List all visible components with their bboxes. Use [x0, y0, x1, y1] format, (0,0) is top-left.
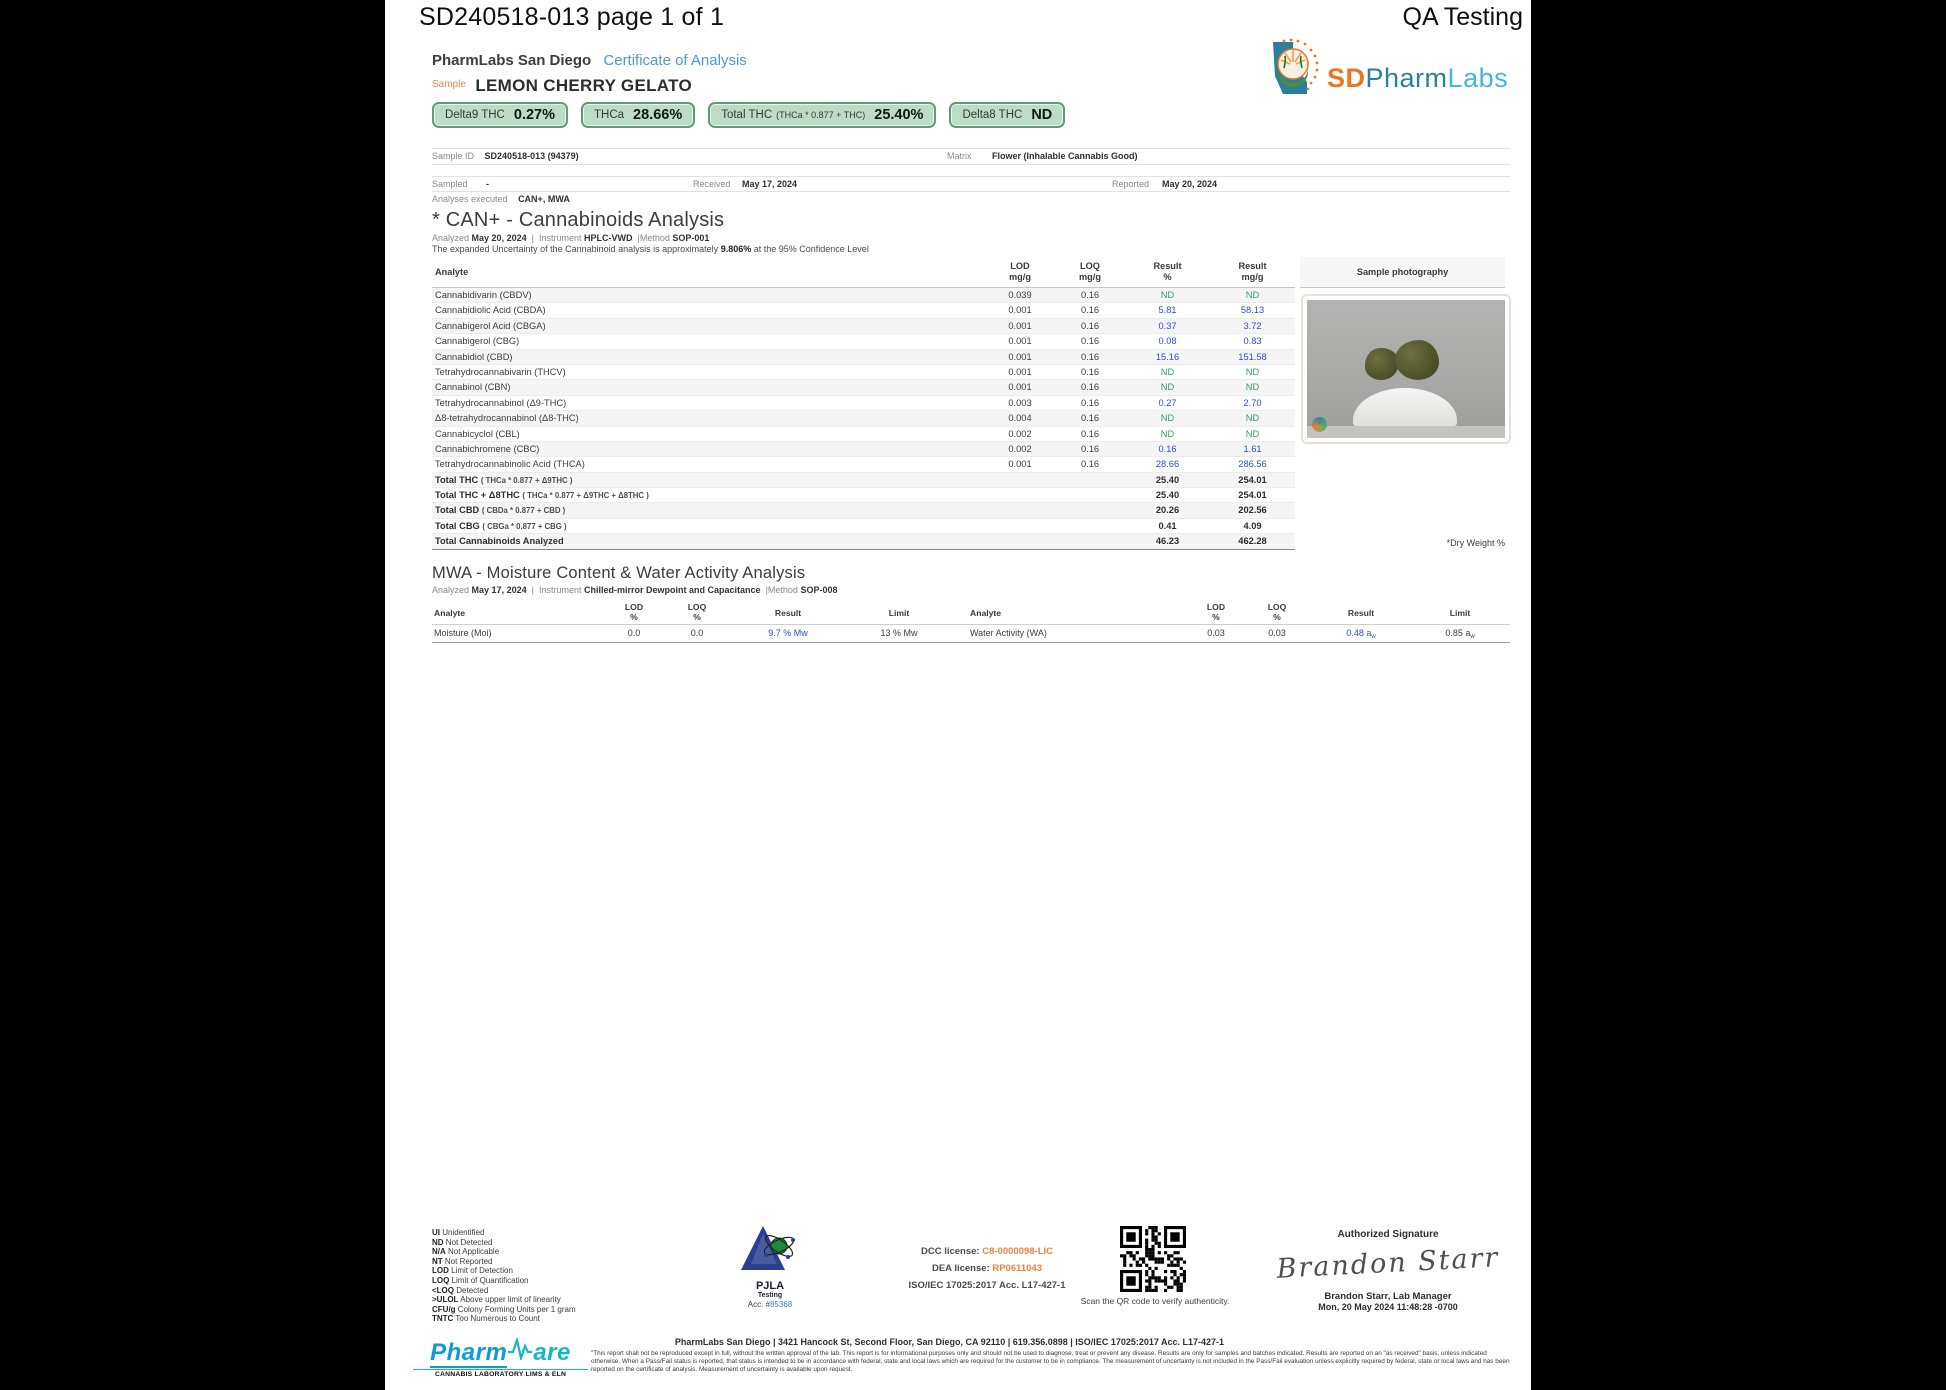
analyzed-label: Analyzed [432, 233, 470, 243]
total-pct: 20.26 [1155, 505, 1180, 516]
analyte-name: Moisture (Moi) [434, 628, 492, 638]
limit-main: 0.85 a [1445, 628, 1471, 638]
table-row [432, 365, 1295, 380]
loq-value: 0.16 [1080, 443, 1100, 454]
dates-row [432, 177, 1510, 191]
loq-value: 0.16 [1080, 290, 1100, 300]
total-mg: 462.28 [1238, 536, 1267, 547]
legend-item [432, 1228, 576, 1238]
col-lod-line2: % [630, 612, 638, 622]
brand-sd: SD [1327, 63, 1366, 93]
result-value [1311, 625, 1411, 646]
result-pct: ND [1160, 428, 1175, 439]
dea-label: DEA license: [931, 1263, 990, 1274]
signature-date: Mon, 20 May 2024 11:48:28 -0700 [1318, 1302, 1458, 1312]
pharmware-ware: are [533, 1339, 571, 1366]
total-pct: 25.40 [1155, 474, 1180, 485]
analyte-name: Δ8-tetrahydrocannabinol (Δ8-THC) [435, 413, 579, 424]
cannabinoids-section-title: * CAN+ - Cannabinoids Analysis [432, 209, 725, 231]
badge-value: 28.66% [633, 107, 683, 123]
result-mg: 58.13 [1240, 305, 1265, 316]
pjla-acc-number: 85368 [769, 1300, 793, 1309]
loq-value: 0.0 [690, 628, 704, 638]
col-loq [1247, 602, 1307, 622]
col-loq-line1: LOQ [1267, 602, 1287, 612]
separator: | [765, 585, 768, 595]
pharmware-tagline: CANNABIS LABORATORY LIMS & ELN [413, 1369, 588, 1378]
sample-row [432, 76, 692, 96]
badge-label: Delta9 THC [445, 109, 505, 121]
result-main: 0.48 a [1346, 628, 1372, 638]
col-lod [1186, 602, 1246, 622]
loq-value: 0.16 [1080, 305, 1100, 316]
potency-badges [432, 102, 1065, 128]
total-formula: ( CBDa * 0.877 + CBD ) [481, 506, 566, 516]
dea-number: RP0611043 [992, 1263, 1043, 1274]
total-name: Total THC [435, 474, 479, 485]
loq-value: 0.16 [1080, 428, 1100, 439]
legend-key: N/A [432, 1247, 446, 1257]
limit-subscript: w [1470, 634, 1475, 640]
total-pct: 25.40 [1155, 490, 1180, 501]
col-loq [1055, 261, 1125, 283]
total-mg: 254.01 [1238, 490, 1267, 501]
total-name: Total Cannabinoids Analyzed [435, 536, 564, 547]
analyte-name: Tetrahydrocannabinol (Δ9-THC) [435, 397, 567, 408]
signer-name: Brandon Starr, Lab Manager [1324, 1291, 1452, 1302]
total-name: Total CBG [435, 520, 480, 531]
legend-item [432, 1305, 576, 1315]
analyzed-label: Analyzed [432, 585, 470, 595]
result-mg: ND [1245, 413, 1260, 424]
pjla-accession [715, 1300, 825, 1309]
dea-license [877, 1260, 1097, 1277]
analyte-name: Cannabigerol (CBG) [435, 336, 520, 347]
result-pct: 0.27 [1158, 397, 1177, 408]
legend-item [432, 1247, 576, 1257]
badge-label: Total THC [721, 109, 773, 121]
loq-value: 0.16 [1080, 459, 1100, 470]
col-rm-line2: mg/g [1241, 272, 1264, 282]
result-mg: 1.61 [1243, 443, 1262, 454]
lod-value: 0.004 [1008, 413, 1032, 424]
cannabis-bud [1395, 340, 1439, 380]
total-pct: 0.41 [1158, 520, 1177, 531]
loq-value: 0.16 [1080, 413, 1100, 424]
analyzed-value: May 17, 2024 [471, 585, 527, 595]
table-row [432, 350, 1295, 365]
legend-key: <LOQ [432, 1285, 455, 1295]
loq-value: 0.16 [1080, 382, 1100, 393]
analyte-name: Water Activity (WA) [970, 628, 1047, 638]
col-lod-line2: mg/g [1009, 272, 1031, 282]
lod-value: 0.003 [1008, 397, 1032, 408]
qr-code [1120, 1226, 1186, 1292]
matrix-label: Matrix [947, 151, 972, 161]
lab-name: PharmLabs San Diego [432, 52, 592, 69]
col-lod-line1: LOD [1010, 261, 1030, 271]
result-pct: 0.08 [1158, 336, 1177, 347]
badge-value: 0.27% [513, 107, 555, 123]
total-row [432, 488, 1295, 503]
col-lod-line1: LOD [624, 602, 644, 612]
badge-value: 25.40% [874, 107, 924, 123]
photo-column-header: Sample photography [1300, 257, 1505, 288]
col-lod [604, 602, 664, 622]
badge-value: ND [1031, 107, 1053, 123]
col-analyte: Analyte [435, 267, 469, 277]
table-row [432, 442, 1295, 457]
result-mg: ND [1245, 382, 1260, 393]
legend-key: >ULOL [432, 1295, 459, 1305]
separator: | [531, 233, 534, 243]
result-subscript: w [1371, 634, 1376, 640]
col-result-mg [1210, 261, 1295, 283]
divider [432, 164, 1510, 165]
legend-item [432, 1266, 576, 1276]
table-row [432, 457, 1295, 472]
result-pct: 5.81 [1158, 305, 1177, 316]
legend-key: CFU/g [432, 1304, 456, 1314]
certificate-page [385, 0, 1531, 1390]
lab-address: PharmLabs San Diego | 3421 Hancock St, Second Floor, San Diego, CA 92110 | 619.356.0898 | ISO/IEC 17025:2017 Acc. L17-427-1 [674, 1337, 1225, 1347]
col-loq [667, 602, 727, 622]
received-label: Received [693, 179, 731, 189]
col-rm-line1: Result [1238, 261, 1267, 271]
table-row [432, 334, 1295, 349]
pjla-accreditation [715, 1224, 825, 1309]
uncertainty-suffix: at the 95% Confidence Level [753, 244, 869, 254]
analyte-name: Cannabidiolic Acid (CBDA) [435, 305, 546, 316]
mwa-row [432, 625, 1510, 643]
total-formula: ( THCa * 0.877 + Δ9THC + Δ8THC ) [522, 491, 649, 501]
legend-item [432, 1238, 576, 1248]
result-mg: 286.56 [1238, 459, 1267, 470]
legend-key: LOD [432, 1266, 449, 1276]
lod-value: 0.002 [1008, 443, 1032, 454]
analyses-value: CAN+, MWA [518, 194, 570, 204]
table-row [432, 288, 1295, 303]
col-lod-line2: % [1212, 612, 1220, 622]
result-mg: 0.83 [1243, 336, 1262, 347]
legend-item [432, 1286, 576, 1296]
loq-value: 0.16 [1080, 397, 1100, 408]
dry-weight-note: *Dry Weight % [1446, 538, 1505, 548]
sample-id-value: SD240518-013 (94379) [484, 151, 579, 161]
analyzed-value: May 20, 2024 [471, 233, 527, 243]
total-mg: 202.56 [1238, 505, 1267, 516]
sample-label: Sample [432, 79, 466, 90]
badge-label: Delta8 THC [962, 109, 1023, 121]
loq-value: 0.16 [1080, 351, 1100, 362]
badge-label: THCa [594, 109, 625, 121]
result-pct: 28.66 [1155, 459, 1180, 470]
col-result: Result [774, 608, 802, 618]
col-result-pct [1125, 261, 1210, 283]
col-limit: Limit [888, 608, 910, 618]
photo-watermark-icon [1312, 417, 1327, 432]
total-row [432, 519, 1295, 534]
col-limit: Limit [1449, 608, 1471, 618]
sample-id-label: Sample ID [432, 151, 475, 161]
legend-item [432, 1257, 576, 1267]
result-value: 9.7 % Mw [768, 628, 808, 638]
pjla-logo-icon [739, 1261, 801, 1278]
result-pct: 15.16 [1155, 351, 1180, 362]
instrument-value: HPLC-VWD [584, 233, 633, 243]
table-row [432, 427, 1295, 442]
instrument-label: Instrument [538, 585, 582, 595]
col-lod-line1: LOD [1206, 602, 1226, 612]
mwa-table-header [432, 600, 1510, 625]
mwa-section-title: MWA - Moisture Content & Water Activity Analysis [432, 564, 806, 582]
legend-text: Above upper limit of linearity [460, 1295, 561, 1305]
mwa-meta [432, 585, 837, 595]
legend-text: Limit of Detection [451, 1266, 513, 1276]
total-name: Total THC + Δ8THC [435, 490, 520, 501]
legend-text: Not Applicable [448, 1247, 500, 1257]
legend-text: Not Reported [444, 1256, 493, 1266]
iso-accreditation: ISO/IEC 17025:2017 Acc. L17-427-1 [908, 1280, 1066, 1291]
dcc-license [877, 1243, 1097, 1260]
col-result: Result [1347, 608, 1375, 618]
photo-shelf [1307, 426, 1505, 438]
lod-value: 0.001 [1008, 366, 1032, 377]
lod-value: 0.001 [1008, 351, 1032, 362]
col-lod [985, 261, 1055, 283]
result-pct: ND [1160, 290, 1175, 300]
analyte-name: Cannabichromene (CBC) [435, 443, 540, 454]
col-loq-line2: % [1273, 612, 1281, 622]
sample-id-row [432, 149, 1510, 163]
total-row [432, 503, 1295, 518]
result-pct: ND [1160, 382, 1175, 393]
instrument-value: Chilled-mirror Dewpoint and Capacitance [584, 585, 761, 595]
result-mg: 151.58 [1238, 351, 1267, 362]
analyses-label: Analyses executed [432, 194, 508, 204]
signature-script: Brandon Starr [1275, 1242, 1501, 1285]
sample-photo-image [1307, 300, 1505, 438]
total-pct: 46.23 [1155, 536, 1180, 547]
pjla-acc-label: Acc. # [747, 1300, 770, 1309]
result-mg: ND [1245, 366, 1260, 377]
cannabinoids-meta [432, 233, 709, 243]
cannabinoid-table [432, 257, 1295, 550]
col-analyte: Analyte [434, 608, 466, 618]
brand-labs: Labs [1447, 63, 1509, 93]
loq-value: 0.16 [1080, 366, 1100, 377]
legend-item [432, 1295, 576, 1305]
col-loq-line1: LOQ [687, 602, 707, 612]
disclaimer-text: "This report shall not be reproduced except in full, without the written approval of the lab. This report is for informational purposes only and should not be used to diagnose, treat or prevent any disease. Results are only for samples and batches indicated. Results are reported on an "as received" basis, unless indicated otherwise. When a Pass/Fail status is reported, that status is intended to be in accordance with federal, state and local laws which are required for the customer to be in compliance. The measurement of uncertainty is not included in the Pass/Fail evaluation unless explicitly required by federal, state or local laws and has been reported on the certificate of analysis. Measurement of uncertainty is available upon request. [591, 1350, 1510, 1373]
analyte-name: Tetrahydrocannabinolic Acid (THCA) [435, 459, 585, 470]
method-value: SOP-008 [800, 585, 838, 595]
analyte-name: Tetrahydrocannabivarin (THCV) [435, 366, 566, 377]
method-label: Method [767, 585, 798, 595]
table-row [432, 303, 1295, 318]
result-mg: 3.72 [1243, 320, 1262, 331]
legend-text: Detected [456, 1285, 489, 1295]
limit-value: 13 % Mw [880, 628, 918, 638]
lod-value: 0.001 [1008, 305, 1032, 316]
sample-photo [1301, 294, 1511, 444]
sampled-label: Sampled [432, 179, 468, 189]
result-mg: ND [1245, 428, 1260, 439]
legend-key: NT [432, 1256, 443, 1266]
legend-text: Colony Forming Units per 1 gram [457, 1304, 576, 1314]
badge-thca [581, 102, 695, 128]
cannabinoid-table-header [432, 257, 1295, 288]
uncertainty-note [432, 244, 869, 254]
qa-testing-label: QA Testing [1402, 3, 1523, 31]
result-mg: ND [1245, 290, 1260, 300]
badge-delta8-thc [949, 102, 1065, 128]
legend-item [432, 1276, 576, 1286]
brand-pharm: Pharm [1365, 63, 1448, 93]
result-mg: 2.70 [1243, 397, 1262, 408]
col-rp-line2: % [1163, 272, 1172, 282]
total-name: Total CBD [435, 505, 480, 516]
limit-value [1410, 625, 1510, 646]
result-pct: ND [1160, 413, 1175, 424]
legend-key: LOQ [432, 1275, 450, 1285]
sdpharmlabs-logo [1267, 38, 1512, 104]
total-formula: ( CBGa * 0.877 + CBG ) [482, 521, 567, 531]
total-mg: 254.01 [1238, 474, 1267, 485]
method-value: SOP-001 [672, 233, 710, 243]
lod-value: 0.002 [1008, 428, 1032, 439]
document-title: SD240518-013 page 1 of 1 [419, 3, 725, 31]
photo-dome [1353, 388, 1457, 426]
loq-value: 0.16 [1080, 336, 1100, 347]
pharmware-pharm: Pharm [430, 1339, 508, 1366]
matrix-value: Flower (Inhalable Cannabis Good) [992, 151, 1138, 161]
separator: | [531, 585, 534, 595]
signature-block [1265, 1229, 1511, 1312]
lod-value: 0.001 [1008, 459, 1032, 470]
analyte-name: Cannabidiol (CBD) [435, 351, 513, 362]
grand-total-row [432, 534, 1295, 549]
lab-header [432, 52, 747, 69]
received-value: May 17, 2024 [742, 179, 798, 189]
dcc-number: C8-0000098-LIC [982, 1246, 1053, 1257]
qr-caption: Scan the QR code to verify authenticity. [1080, 1296, 1230, 1306]
table-row [432, 411, 1295, 426]
col-loq-line1: LOQ [1080, 261, 1100, 271]
lod-value: 0.001 [1008, 382, 1032, 393]
analyses-row [432, 192, 1510, 206]
cannabis-bud [1365, 348, 1399, 380]
analyte-name: Cannabicyclol (CBL) [435, 428, 520, 439]
abbreviation-legend [432, 1228, 576, 1324]
result-pct: 0.37 [1158, 320, 1177, 331]
legend-text: Unidentified [442, 1228, 485, 1237]
waveform-icon [507, 1339, 533, 1366]
total-row [432, 473, 1295, 488]
legend-text: Limit of Quantification [451, 1275, 529, 1285]
badge-formula: (THCa * 0.877 + THC) [776, 110, 866, 120]
analyte-name: Cannabinol (CBN) [435, 382, 511, 393]
dcc-label: DCC license: [920, 1246, 980, 1257]
method-label: Method [639, 233, 670, 243]
col-loq-line2: mg/g [1079, 272, 1101, 282]
legend-text: Not Detected [445, 1237, 493, 1247]
pjla-sub: Testing [757, 1292, 783, 1299]
lod-value: 0.001 [1008, 336, 1032, 347]
legend-item [432, 1314, 576, 1324]
lod-value: 0.03 [1207, 628, 1225, 638]
sample-name: LEMON CHERRY GELATO [475, 76, 692, 95]
lod-value: 0.0 [627, 628, 641, 638]
loq-value: 0.03 [1268, 628, 1286, 638]
col-rp-line1: Result [1153, 261, 1182, 271]
analyte-name: Cannabigerol Acid (CBGA) [435, 320, 546, 331]
separator: | [637, 233, 640, 243]
result-pct: 0.16 [1158, 443, 1177, 454]
pharmware-wordmark [413, 1338, 588, 1367]
signature-title: Authorized Signature [1337, 1229, 1439, 1240]
total-mg: 4.09 [1243, 520, 1262, 531]
total-formula: ( THCa * 0.877 + Δ9THC ) [480, 475, 573, 485]
pjla-name: PJLA [755, 1280, 785, 1292]
loq-value: 0.16 [1080, 320, 1100, 331]
doc-type-label: Certificate of Analysis [603, 52, 747, 69]
reported-label: Reported [1112, 179, 1150, 189]
license-block [877, 1243, 1097, 1294]
california-emblem-icon [1267, 38, 1323, 105]
lod-value: 0.001 [1008, 320, 1032, 331]
table-row [432, 380, 1295, 395]
result-pct: ND [1160, 366, 1175, 377]
uncertainty-prefix: The expanded Uncertainty of the Cannabinoid analysis is approximately [432, 244, 719, 254]
reported-value: May 20, 2024 [1162, 179, 1218, 189]
instrument-label: Instrument [538, 233, 582, 243]
pharmware-logo [413, 1338, 588, 1378]
cannabinoid-rows [432, 288, 1295, 550]
badge-total-thc [708, 102, 936, 128]
legend-key: UI [432, 1228, 440, 1237]
legend-text: Too Numerous to Count [455, 1314, 540, 1324]
lod-value: 0.039 [1008, 290, 1032, 300]
col-loq-line2: % [693, 612, 701, 622]
legend-key: ND [432, 1237, 444, 1247]
badge-delta9-thc [432, 102, 568, 128]
sampled-value: - [486, 179, 490, 189]
mwa-table [432, 600, 1510, 643]
col-analyte: Analyte [970, 608, 1002, 618]
table-row [432, 319, 1295, 334]
legend-key: TNTC [432, 1314, 454, 1324]
uncertainty-value: 9.806% [720, 244, 752, 254]
analyte-name: Cannabidivarin (CBDV) [435, 290, 532, 300]
table-row [432, 396, 1295, 411]
brand-wordmark [1327, 63, 1508, 94]
